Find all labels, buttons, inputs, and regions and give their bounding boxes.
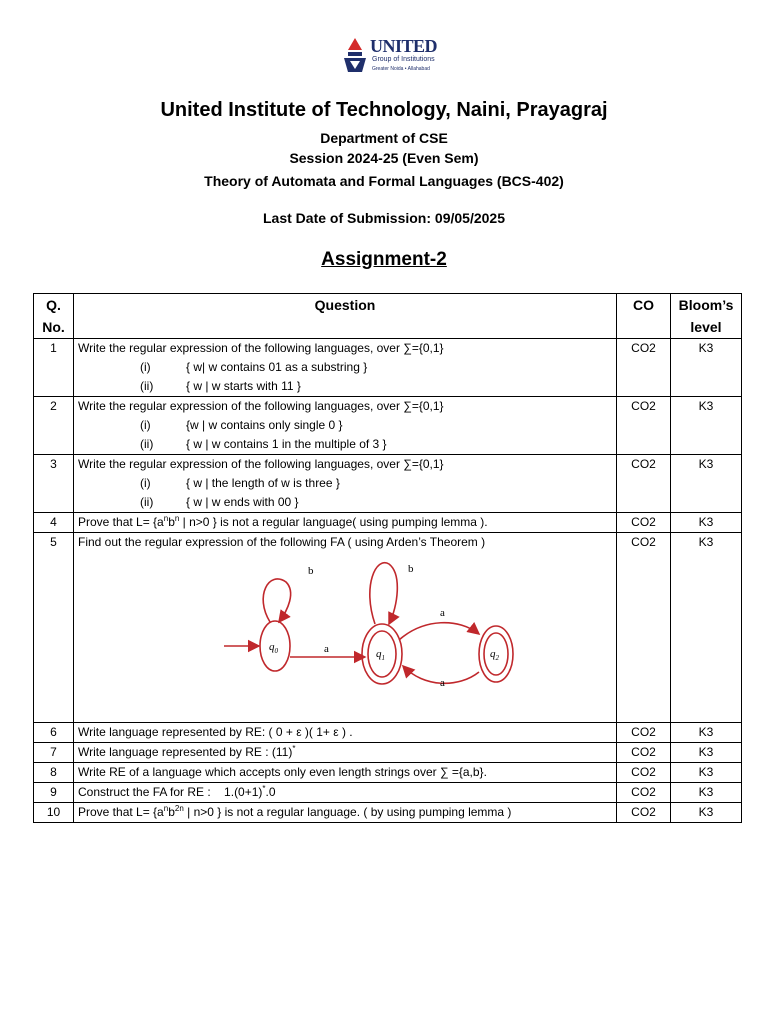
bloom-value: K3 bbox=[671, 339, 742, 397]
state-q1-label: q bbox=[376, 648, 382, 660]
table-row bbox=[34, 513, 742, 533]
question-text: Write the regular expression of the following languages, over ∑={0,1} (i) {w | w contains only single 0 } (ii) { w | w contains 1 in the multiple of 3 } bbox=[74, 397, 617, 455]
table-row bbox=[34, 397, 742, 455]
question-text: Construct the FA for RE : 1.(0+1)*.0 bbox=[74, 783, 617, 803]
table-row bbox=[34, 743, 742, 763]
question-text: Prove that $L= \{a^nb^n$ | n>0 } is not a regular language( using pumping lemma ). bbox=[74, 513, 617, 533]
table-row bbox=[34, 763, 742, 783]
co-value: CO2 bbox=[617, 397, 671, 455]
institute-logo bbox=[342, 36, 438, 82]
co-value: CO2 bbox=[617, 533, 671, 723]
header-question: Question bbox=[74, 294, 617, 339]
state-q0-subscript: 0 bbox=[274, 647, 278, 655]
label-loop1: b bbox=[408, 563, 414, 575]
table-row bbox=[34, 533, 742, 723]
state-q1-subscript: 1 bbox=[381, 654, 385, 662]
co-value: CO2 bbox=[617, 783, 671, 803]
label-q0-q1: a bbox=[324, 643, 329, 655]
table-row bbox=[34, 803, 742, 823]
question-text: Write language represented by RE: ( 0 + ε )( 1+ ε ) . bbox=[74, 723, 617, 743]
bloom-value: K3 bbox=[671, 763, 742, 783]
question-number: 3 bbox=[34, 455, 74, 513]
edge-q1-q2 bbox=[399, 623, 479, 640]
loop-q0-b bbox=[263, 579, 290, 622]
bloom-value: K3 bbox=[671, 533, 742, 723]
state-q2-subscript: 2 bbox=[495, 654, 499, 662]
session-title: Session 2024-25 (Even Sem) bbox=[289, 150, 479, 166]
institute-title: United Institute of Technology, Naini, Prayagraj bbox=[160, 99, 608, 121]
finite-automaton-diagram bbox=[78, 552, 612, 722]
header-qno: Q. No. bbox=[34, 294, 74, 339]
logo-name: UNITED bbox=[370, 36, 438, 56]
logo-location: Greater Noida • Allahabad bbox=[372, 66, 430, 72]
question-number: 8 bbox=[34, 763, 74, 783]
bloom-value: K3 bbox=[671, 513, 742, 533]
co-value: CO2 bbox=[617, 513, 671, 533]
question-text: Find out the regular expression of the following FA ( using Arden’s Theorem ) b b a a a $q_0$ $q_1$ $q_2$ bbox=[74, 533, 617, 723]
question-text: Write RE of a language which accepts only even length strings over ∑ ={a,b}. bbox=[74, 763, 617, 783]
bloom-value: K3 bbox=[671, 723, 742, 743]
co-value: CO2 bbox=[617, 763, 671, 783]
table-row bbox=[34, 783, 742, 803]
bloom-value: K3 bbox=[671, 397, 742, 455]
co-value: CO2 bbox=[617, 339, 671, 397]
assignment-title: Assignment-2 bbox=[321, 249, 447, 270]
bloom-value: K3 bbox=[671, 743, 742, 763]
course-title: Theory of Automata and Formal Languages (BCS-402) bbox=[204, 173, 564, 189]
question-text: Write language represented by RE : (11)* bbox=[74, 743, 617, 763]
question-number: 10 bbox=[34, 803, 74, 823]
questions-table bbox=[33, 293, 742, 823]
svg-text:q1 bbox=[376, 648, 385, 662]
bloom-value: K3 bbox=[671, 455, 742, 513]
question-number: 1 bbox=[34, 339, 74, 397]
co-value: CO2 bbox=[617, 723, 671, 743]
label-loop0: b bbox=[308, 565, 314, 577]
co-value: CO2 bbox=[617, 803, 671, 823]
table-row bbox=[34, 339, 742, 397]
state-q2-label: q bbox=[490, 648, 496, 660]
state-q0 bbox=[260, 621, 290, 671]
question-text: Prove that $L= \{a^nb^{2n}$ | n>0 } is not a regular language. ( by using pumping lemma ) bbox=[74, 803, 617, 823]
label-q1-q2: a bbox=[440, 607, 445, 619]
table-row bbox=[34, 723, 742, 743]
header-bloom-level: Bloom’s level bbox=[671, 294, 742, 339]
logo-subtitle: Group of Institutions bbox=[372, 56, 435, 63]
state-q0-label: q bbox=[269, 641, 275, 653]
question-text: Write the regular expression of the following languages, over ∑={0,1} (i) { w | the length of w is three } (ii) { w | w ends with 00 } bbox=[74, 455, 617, 513]
label-q2-q1: a bbox=[440, 677, 445, 689]
logo-emblem-icon bbox=[342, 36, 368, 76]
question-number: 4 bbox=[34, 513, 74, 533]
question-text: Write the regular expression of the following languages, over ∑={0,1} (i) { w| w contains 01 as a substring } (ii) { w | w starts with 11 } bbox=[74, 339, 617, 397]
question-number: 9 bbox=[34, 783, 74, 803]
question-number: 5 bbox=[34, 533, 74, 723]
question-number: 2 bbox=[34, 397, 74, 455]
co-value: CO2 bbox=[617, 743, 671, 763]
table-header-row bbox=[34, 294, 742, 339]
table-row bbox=[34, 455, 742, 513]
svg-text:q0 bbox=[269, 641, 279, 655]
svg-text:q2 bbox=[490, 648, 500, 662]
question-number: 6 bbox=[34, 723, 74, 743]
bloom-value: K3 bbox=[671, 783, 742, 803]
header-co: CO bbox=[617, 294, 671, 339]
loop-q1-b bbox=[370, 563, 398, 624]
submission-deadline: Last Date of Submission: 09/05/2025 bbox=[263, 210, 505, 226]
department-title: Department of CSE bbox=[320, 130, 448, 146]
bloom-value: K3 bbox=[671, 803, 742, 823]
question-number: 7 bbox=[34, 743, 74, 763]
co-value: CO2 bbox=[617, 455, 671, 513]
